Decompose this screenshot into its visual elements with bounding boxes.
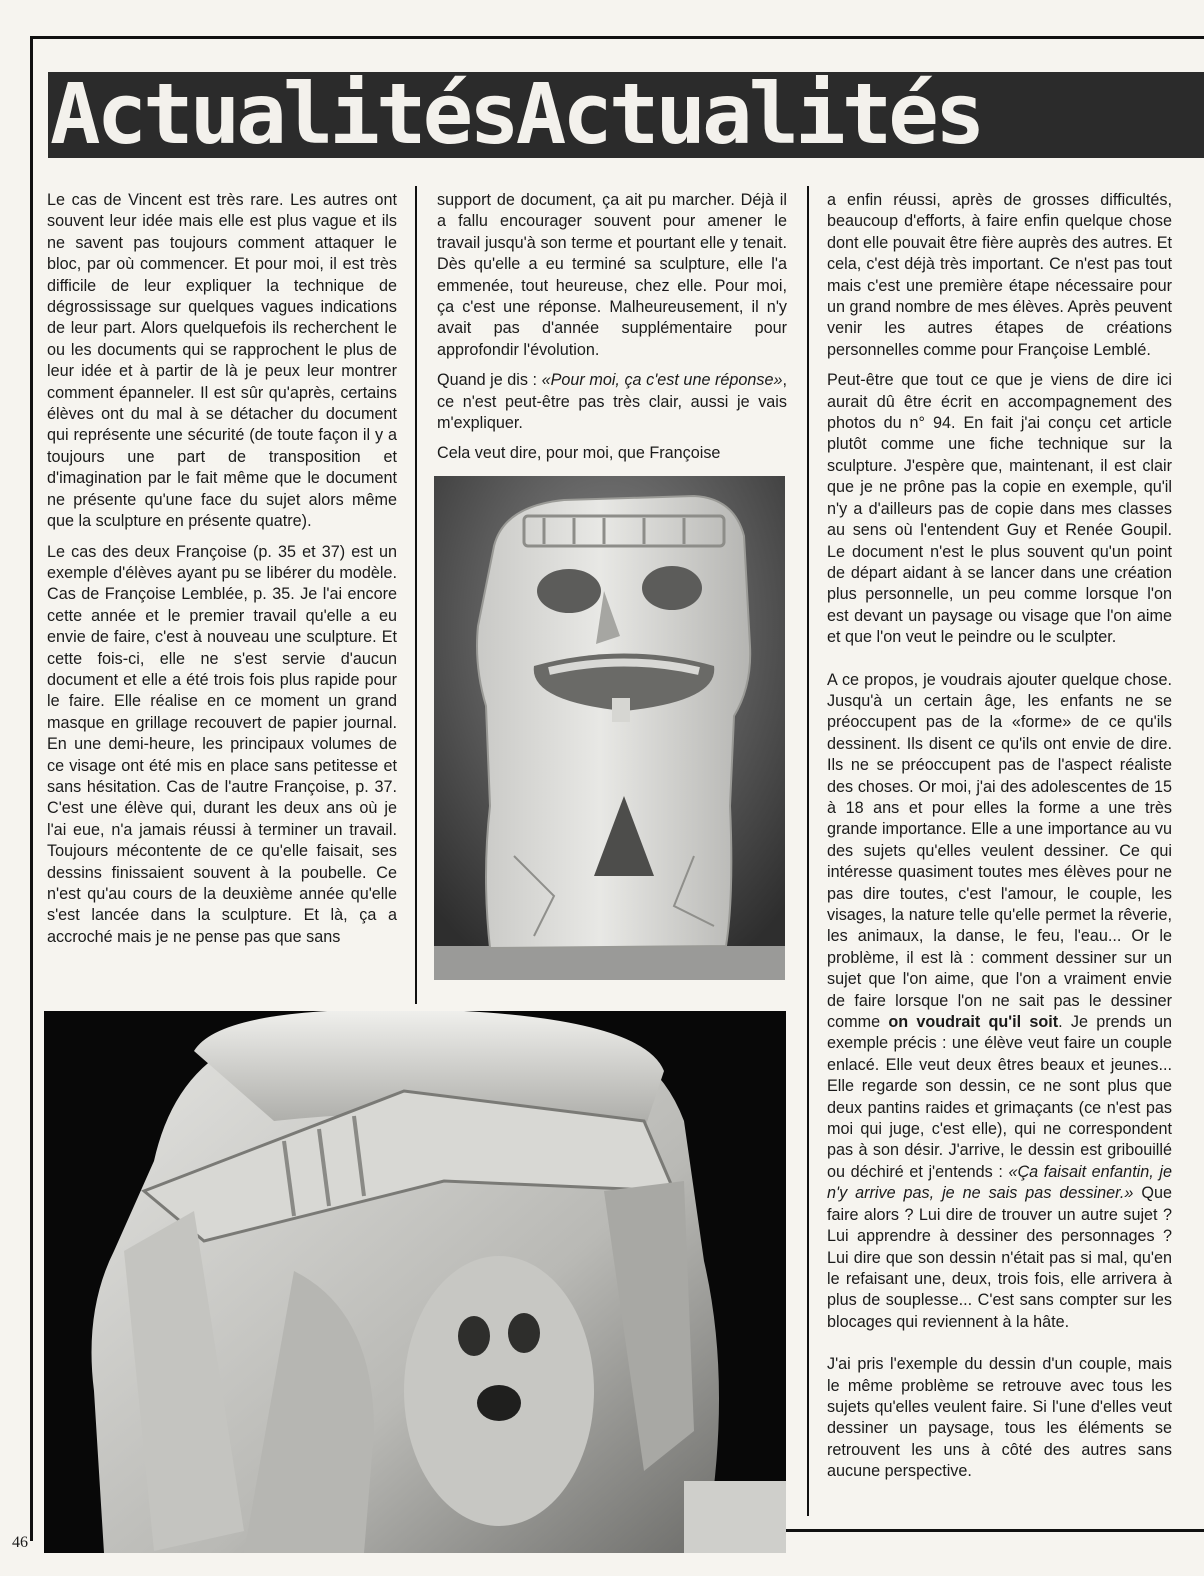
- col3-paragraph-4: J'ai pris l'exemple du dessin d'un couple, mais le même problème se retrouve avec tous les sujets qu'elles veulent faire. Si l'une d'elles veut dessiner un paysage, tous les éléments se retrouvent les uns à côté des autres sans aucune perspective.: [827, 1355, 1172, 1481]
- paragraph-gap: [827, 658, 1172, 670]
- col2-p2-lead: Quand je dis :: [437, 371, 542, 390]
- sculpture-statue-photo: [44, 1011, 786, 1553]
- sculpture-statue-illustration: [44, 1011, 786, 1553]
- paragraph-gap: [827, 1342, 1172, 1354]
- col3-p3-bold: on voudrait qu'il soit: [888, 1013, 1059, 1032]
- sculpture-mask-illustration: [434, 476, 785, 980]
- banner-title: ActualitésActualités: [50, 72, 982, 158]
- text-column-3: [827, 190, 1172, 1492]
- col3-paragraph-1: a enfin réussi, après de grosses difficultés, beaucoup d'efforts, à faire enfin quelque chose dont elle pouvait être fière auprès des autres. Et cela, c'est déjà très important. Ce n'est pas tout mais c'est une première étape nécessaire pour un grand nombre de mes élèves. Après peuvent venir les autres étapes de créations personnelles comme pour Françoise Lemblé.: [827, 191, 1172, 359]
- col3-paragraph-2: Peut-être que tout ce que je viens de dire ici aurait dû être écrit en accompagnement des photos du n° 94. En fait j'ai conçu cet article plutôt comme une fiche technique sur la sculpture. J'espère que, maintenant, il est clair que je ne prône pas la copie en exemple, qu'il n'y a d'ailleurs pas de copie dans mes classes au sens où l'entendent Guy et Renée Goupil. Le document n'est le plus souvent qu'un point de départ aidant à se lancer dans une création plus personnelle, un peu comme lorsque l'on est devant un paysage ou visage que l'on aime et que l'on veut le peindre ou le sculpter.: [827, 371, 1172, 647]
- column-rule-2: [807, 186, 809, 1516]
- sculpture-mask-photo: [434, 476, 785, 980]
- text-column-1: [47, 190, 397, 957]
- page-frame-top: [30, 36, 1204, 39]
- page-frame-left: [30, 36, 33, 1541]
- col2-p2-quote: «Pour moi, ça c'est une réponse»: [541, 371, 783, 390]
- col2-paragraph-3: Cela veut dire, pour moi, que Françoise: [437, 444, 721, 463]
- col2-paragraph-1: support de document, ça ait pu marcher. Déjà il a fallu encourager souvent pour amener le travail jusqu'à son terme et pourtant elle y tenait. Dès qu'elle a eu terminé sa sculpture, elle l'a emmenée, tout heureuse, chez elle. Pour moi, ça c'est une réponse. Malheureusement, il n'y avait pas d'année supplémentaire pour approfondir l'évolution.: [437, 191, 787, 359]
- column-rule-1: [415, 186, 417, 1004]
- page-frame-bottom: [782, 1529, 1204, 1532]
- col1-paragraph-2: Le cas des deux Françoise (p. 35 et 37) est un exemple d'élèves ayant pu se libérer du modèle. Cas de Françoise Lemblée, p. 35. Je l'ai encore cette année et le premier travail qu'elle a eu envie de faire, c'est à nouveau une sculpture. Et cette fois-ci, elle ne s'est servie d'aucun document et elle a été trois fois plus rapide pour le faire. Elle réalise en ce moment un grand masque en grillage recouvert de papier journal. En une demi-heure, les principaux volumes de ce visage ont été mis en place sans petitesse et sans hésitation. Cas de l'autre Françoise, p. 37. C'est une élève qui, durant les deux ans où je l'ai eue, n'a jamais réussi à terminer un travail. Toujours mécontente de ce qu'elle faisait, ses dessins finissaient souvent à la poubelle. Ce n'est qu'au cours de la deuxième année qu'elle s'est lancée dans la sculpture. Et là, ça a accroché mais je ne pense pas que sans: [47, 542, 397, 946]
- section-banner: [48, 72, 1204, 158]
- col2-p2-tail: , ce n'est peut-être pas très clair, aussi je vais m'expliquer.: [437, 371, 787, 433]
- col1-paragraph-1: Le cas de Vincent est très rare. Les autres ont souvent leur idée mais elle est plus vague et ils ne savent pas toujours comment attaquer le bloc, par où commencer. Et pour moi, il est très difficile de leur expliquer la technique de dégrossissage sur quelques vagues indications de leur part. Alors quelquefois ils recherchent le ou les documents qui se rapprochent le plus de leur idée et à partir de là je peux leur montrer comment épanneler. Il est sûr qu'après, certains élèves ont du mal à se détacher du document qui représente une sécurité (de toute façon il y a toujours une part de transposition et d'imagination par le fait même que le document ne présente qu'une face du sujet alors même que la sculpture en présente quatre).: [47, 191, 397, 531]
- col2-paragraph-2: [437, 370, 787, 434]
- col3-p3-c: Que faire alors ? Lui dire de trouver un autre sujet ? Lui apprendre à dessiner des personnages ? Lui dire que son dessin n'était pas si mal, qu'en le refaisant une, deux, trois fois, elle arrivera à plus de souplesse... C'est sans compter sur les blocages qui reviennent à la hâte.: [827, 1184, 1172, 1331]
- col3-paragraph-3: [827, 670, 1172, 1334]
- col3-p3-quote: «Ça faisait enfantin, je n'y arrive pas, je ne sais pas dessiner.»: [827, 1162, 1172, 1203]
- col3-p3-b: . Je prends un exemple précis : une élève veut faire un couple enlacé. Elle veut deux êtres beaux et jeunes... Elle regarde son dessin, ce ne sont plus que deux pantins raides et grimaçants (ce n'est pas moi qui juge, c'est elle), qui ne correspondent pas à son désir. J'arrive, le dessin est gribouillé ou déchiré et j'entends :: [827, 1013, 1172, 1181]
- text-column-2: [437, 190, 787, 474]
- page-number: 46: [12, 1534, 28, 1551]
- col3-p3-a: A ce propos, je voudrais ajouter quelque chose. Jusqu'à un certain âge, les enfants ne se préoccupent pas de la «forme» de ce qu'ils dessinent. Ils disent ce qu'ils ont envie de dire. Ils ne se préoccupent pas de l'aspect réaliste des choses. Or moi, j'ai des adolescentes de 15 à 18 ans et pour elles la forme a une très grande importance. Elle a une importance au vu des sujets qu'elles veulent dessiner. Ce qui intéresse quasiment toutes mes élèves pour ne pas dire toutes, c'est l'amour, le couple, les visages, la nature telle qu'elle permet la rêverie, les animaux, la danse, le feu, l'eau... Or le problème, il est là : comment dessiner sur un sujet que l'on aime, que l'on a vraiment envie de faire lorsque l'on ne sait pas le dessiner comme: [827, 670, 1172, 1032]
